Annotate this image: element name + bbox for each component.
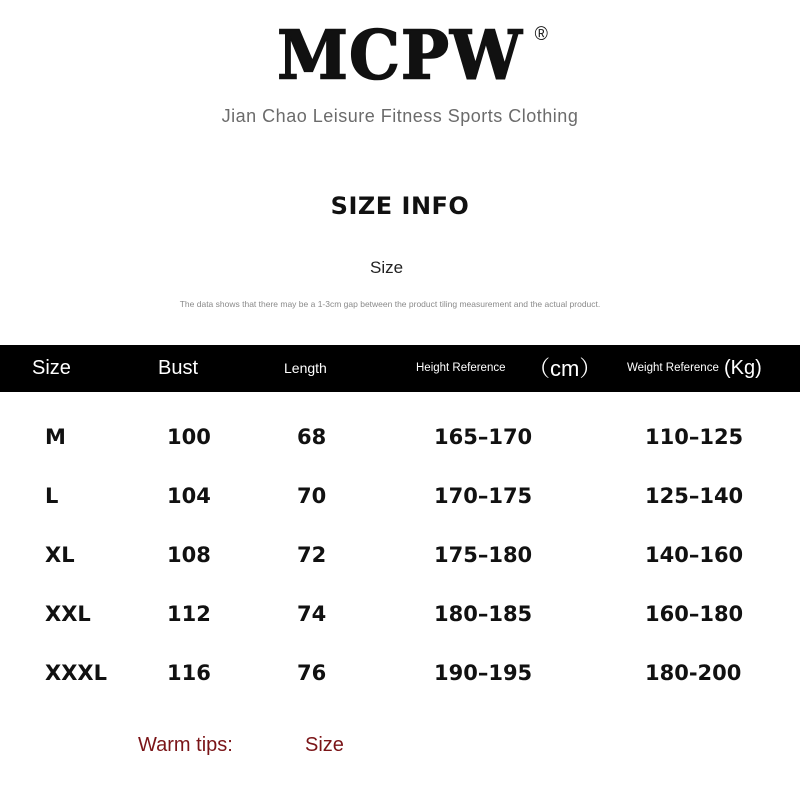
cell-height: 165–170 [434, 425, 533, 449]
brand-tagline: Jian Chao Leisure Fitness Sports Clothing [221, 106, 579, 126]
cell-size: XXL [45, 602, 91, 626]
cell-height: 180–185 [434, 602, 533, 626]
cell-height: 170–175 [434, 484, 533, 508]
cell-bust: 104 [167, 484, 211, 508]
size-table-body [0, 408, 800, 703]
cell-length: 76 [297, 661, 327, 685]
cell-weight: 160–180 [645, 602, 744, 626]
registered-trademark-mark: ® [534, 23, 549, 45]
cell-length: 72 [297, 543, 327, 567]
table-row [0, 408, 800, 467]
header-height-reference: Height Reference [416, 362, 506, 374]
brand-header [0, 15, 800, 96]
cell-bust: 116 [167, 661, 211, 685]
cell-length: 70 [297, 484, 327, 508]
cell-length: 74 [297, 602, 327, 626]
cell-height: 175–180 [434, 543, 533, 567]
header-bust: Bust [158, 357, 199, 379]
cell-weight: 125–140 [645, 484, 744, 508]
cell-size: XL [45, 543, 75, 567]
size-subtitle: Size [370, 258, 404, 277]
warm-tips [0, 734, 800, 764]
header-height-unit: （cm） [528, 356, 602, 381]
table-row [0, 644, 800, 703]
cell-size: M [45, 425, 66, 449]
warm-tips-value: Size [305, 734, 344, 756]
table-row [0, 467, 800, 526]
measurement-note: The data shows that there may be a 1-3cm gap between the product tiling measurement and the actual product. [179, 299, 601, 309]
cell-height: 190–195 [434, 661, 533, 685]
cell-bust: 112 [167, 602, 211, 626]
header-weight-unit: (Kg) [724, 357, 762, 379]
brand-name: MCPW [277, 15, 523, 96]
cell-weight: 110–125 [645, 425, 744, 449]
table-row [0, 526, 800, 585]
size-table-header [0, 345, 800, 392]
header-length: Length [284, 360, 327, 376]
warm-tips-label: Warm tips: [138, 734, 233, 756]
cell-size: XXXL [45, 661, 107, 685]
header-size: Size [32, 357, 71, 379]
brand-logo [277, 15, 549, 96]
cell-weight: 180-200 [645, 661, 742, 685]
cell-bust: 100 [167, 425, 211, 449]
table-row [0, 585, 800, 644]
section-title: SIZE INFO [330, 192, 470, 220]
cell-size: L [45, 484, 59, 508]
header-weight-reference: Weight Reference [627, 362, 719, 374]
cell-weight: 140–160 [645, 543, 744, 567]
cell-length: 68 [297, 425, 327, 449]
cell-bust: 108 [167, 543, 211, 567]
